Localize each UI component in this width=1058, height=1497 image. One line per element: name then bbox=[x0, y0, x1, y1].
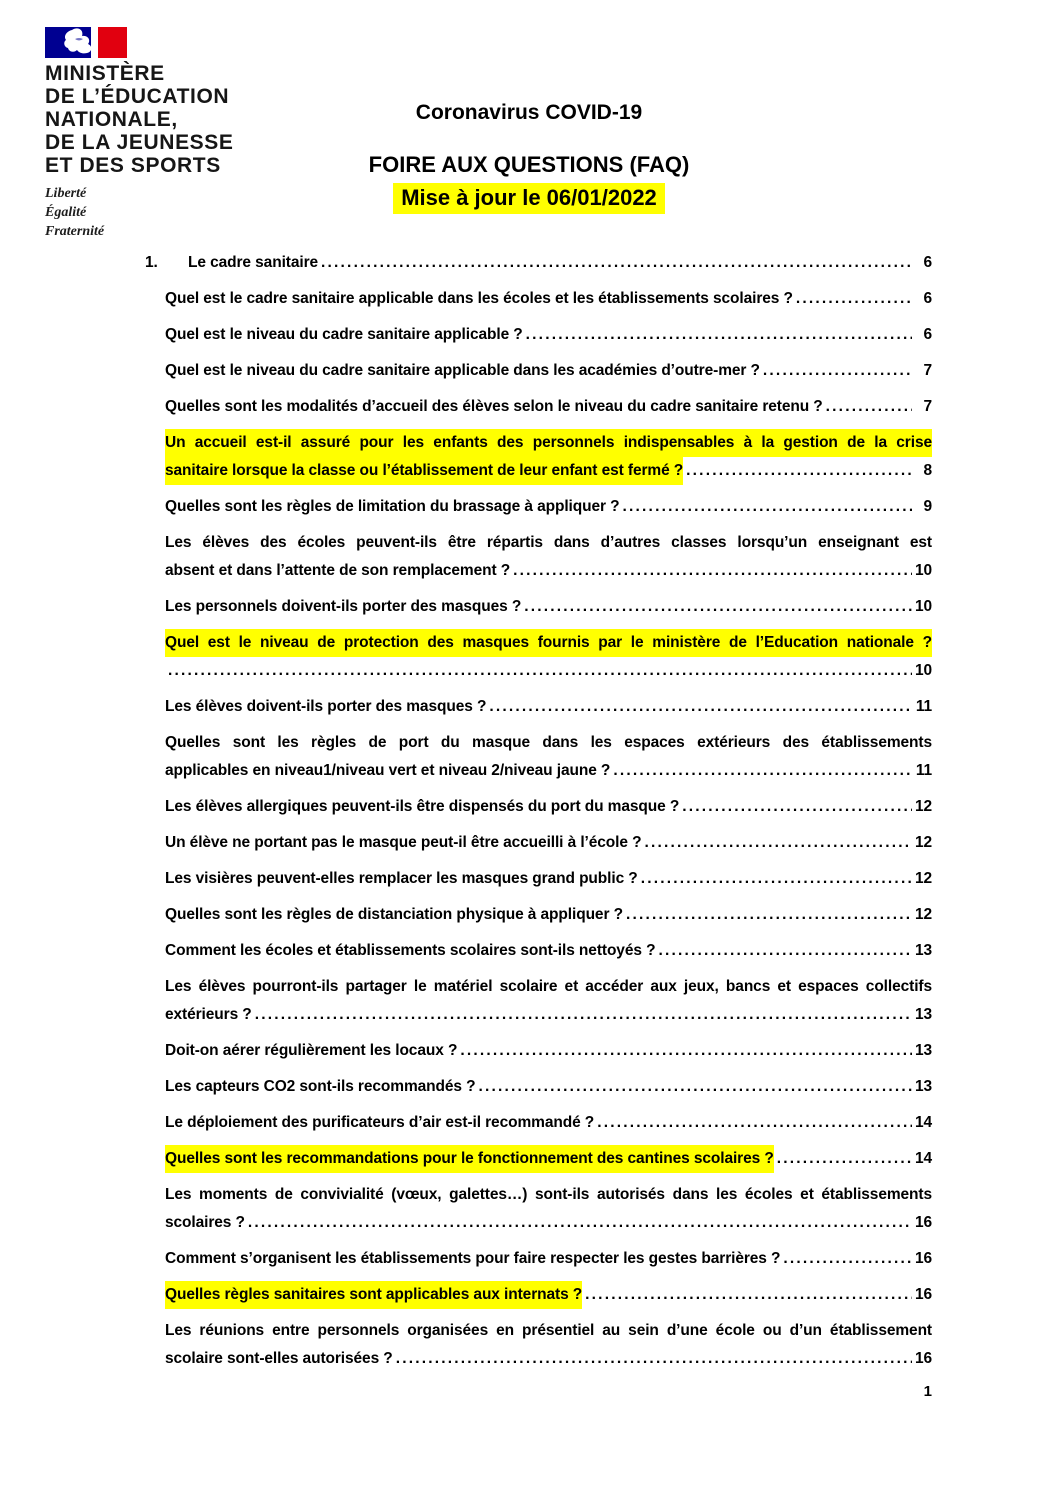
toc-entry-title: applicables en niveau1/niveau vert et niveau 2/niveau jaune ? bbox=[165, 762, 611, 779]
toc-entry-last-line bbox=[165, 937, 932, 965]
toc-entry[interactable] bbox=[165, 1145, 932, 1173]
toc-entry-title: Quelles sont les règles de limitation du brassage à appliquer ? bbox=[165, 498, 620, 515]
toc-entry-last-line bbox=[165, 829, 932, 857]
update-date-highlight: Mise à jour le 06/01/2022 bbox=[393, 183, 665, 214]
toc-leader-dots bbox=[679, 793, 912, 821]
toc-leader-dots bbox=[623, 901, 912, 929]
toc-entry-title: Le cadre sanitaire bbox=[188, 254, 319, 271]
toc-page-number: 14 bbox=[914, 1150, 932, 1167]
toc-entry-title: sanitaire lorsque la classe ou l’établissement de leur enfant est fermé ? bbox=[165, 457, 683, 485]
toc-entry-title: Quel est le cadre sanitaire applicable dans les écoles et les établissements scolaires ? bbox=[165, 290, 793, 307]
ministry-name-line: DE L’ÉDUCATION bbox=[45, 85, 230, 108]
toc-entry[interactable] bbox=[165, 493, 932, 521]
toc-entry-last-line bbox=[145, 249, 932, 277]
toc-entry-line: Les élèves des écoles peuvent-ils être répartis dans d’autres classes lorsqu’un enseignant est bbox=[165, 534, 932, 551]
toc-entry-last-line bbox=[165, 1209, 932, 1237]
toc-entry[interactable] bbox=[165, 1317, 932, 1373]
toc-entry-title: Quel est le niveau du cadre sanitaire applicable ? bbox=[165, 326, 523, 343]
toc-entry-last-line bbox=[165, 493, 932, 521]
toc-entry-last-line bbox=[165, 321, 932, 349]
toc-leader-dots bbox=[793, 285, 912, 313]
toc-leader-dots bbox=[655, 937, 912, 965]
toc-entry-title: Comment les écoles et établissements scolaires sont-ils nettoyés ? bbox=[165, 942, 656, 959]
toc-leader-dots bbox=[610, 757, 912, 785]
toc-page-number: 12 bbox=[914, 870, 932, 887]
toc-leader-dots bbox=[510, 557, 912, 585]
toc-entry[interactable] bbox=[165, 1037, 932, 1065]
toc-entry-last-line bbox=[165, 285, 932, 313]
toc-leader-dots bbox=[760, 357, 912, 385]
toc-entry-title: Comment s’organisent les établissements pour faire respecter les gestes barrières ? bbox=[165, 1250, 781, 1267]
toc-entry[interactable] bbox=[165, 973, 932, 1029]
toc-page-number: 9 bbox=[923, 498, 932, 515]
toc-entry[interactable] bbox=[165, 865, 932, 893]
toc-entry-title: Quelles sont les modalités d’accueil des élèves selon le niveau du cadre sanitaire retenu ? bbox=[165, 398, 823, 415]
toc-entry[interactable] bbox=[165, 829, 932, 857]
toc-entry-line: Les réunions entre personnels organisées en présentiel au sein d’une école ou d’un établissement bbox=[165, 1322, 932, 1339]
toc-entry-last-line bbox=[165, 1145, 932, 1173]
toc-entry-last-line bbox=[165, 1109, 932, 1137]
toc-entry[interactable] bbox=[165, 729, 932, 785]
toc-entry[interactable] bbox=[165, 429, 932, 485]
update-date-line bbox=[0, 185, 1058, 211]
toc-leader-dots bbox=[476, 1073, 912, 1101]
toc-entry[interactable] bbox=[165, 629, 932, 685]
toc-entry[interactable] bbox=[145, 249, 932, 277]
toc-page-number: 7 bbox=[923, 398, 932, 415]
toc-entry[interactable] bbox=[165, 1073, 932, 1101]
toc-entry-title: Le déploiement des purificateurs d’air est-il recommandé ? bbox=[165, 1114, 595, 1131]
toc-entry[interactable] bbox=[165, 393, 932, 421]
toc-leader-dots bbox=[780, 1245, 912, 1273]
toc-entry-title: Quelles règles sanitaires sont applicables aux internats ? bbox=[165, 1281, 582, 1309]
toc-entry-title: Les visières peuvent-elles remplacer les masques grand public ? bbox=[165, 870, 638, 887]
toc-page-number: 6 bbox=[923, 254, 932, 271]
toc-page-number: 16 bbox=[914, 1286, 932, 1303]
toc-page-number: 8 bbox=[923, 462, 932, 479]
toc-entry-last-line bbox=[165, 693, 932, 721]
toc-page-number: 11 bbox=[915, 762, 932, 779]
toc-page-number: 10 bbox=[914, 562, 932, 579]
toc-leader-dots bbox=[252, 1001, 912, 1029]
toc-entry-line: Les élèves pourront-ils partager le matériel scolaire et accéder aux jeux, bancs et espaces collectifs bbox=[165, 978, 932, 995]
toc-entry[interactable] bbox=[165, 793, 932, 821]
toc-entry-last-line bbox=[165, 457, 932, 485]
toc-entry[interactable] bbox=[165, 937, 932, 965]
toc-entry-title: extérieurs ? bbox=[165, 1006, 252, 1023]
ministry-name-line: NATIONALE, bbox=[45, 108, 178, 131]
toc-entry-title: Quelles sont les recommandations pour le fonctionnement des cantines scolaires ? bbox=[165, 1145, 774, 1173]
toc-entry-last-line bbox=[165, 1073, 932, 1101]
toc-entry-last-line bbox=[165, 1001, 932, 1029]
toc-entry[interactable] bbox=[165, 529, 932, 585]
toc-entry-title: Les élèves allergiques peuvent-ils être dispensés du port du masque ? bbox=[165, 798, 680, 815]
toc-entry-title: Les élèves doivent-ils porter des masques ? bbox=[165, 698, 487, 715]
toc-page-number: 12 bbox=[914, 906, 932, 923]
toc-entry-number: 1. bbox=[145, 254, 158, 271]
toc-entry-last-line bbox=[165, 1281, 932, 1309]
toc-page-number: 10 bbox=[914, 598, 932, 615]
toc-list bbox=[145, 249, 932, 1381]
toc-entry[interactable] bbox=[165, 285, 932, 313]
toc-leader-dots bbox=[457, 1037, 912, 1065]
toc-entry-last-line bbox=[165, 557, 932, 585]
toc-entry[interactable] bbox=[165, 593, 932, 621]
toc-leader-dots bbox=[486, 693, 912, 721]
toc-page-number: 13 bbox=[914, 1042, 932, 1059]
toc-leader-dots bbox=[823, 393, 912, 421]
toc-entry-title: scolaire sont-elles autorisées ? bbox=[165, 1350, 393, 1367]
toc-entry[interactable] bbox=[165, 1181, 932, 1237]
toc-leader-dots bbox=[594, 1109, 912, 1137]
toc-page-number: 16 bbox=[914, 1250, 932, 1267]
toc-page-number: 16 bbox=[914, 1350, 932, 1367]
ministry-name-line: MINISTÈRE bbox=[45, 62, 165, 85]
toc-page-number: 12 bbox=[914, 798, 932, 815]
toc-leader-dots bbox=[638, 865, 912, 893]
toc-entry-title: Les capteurs CO2 sont-ils recommandés ? bbox=[165, 1078, 476, 1095]
toc-leader-dots bbox=[521, 593, 912, 621]
toc-leader-dots bbox=[245, 1209, 912, 1237]
toc-page-number: 14 bbox=[914, 1114, 932, 1131]
toc-leader-dots bbox=[620, 493, 912, 521]
toc-page-number: 6 bbox=[923, 290, 932, 307]
toc-leader-dots bbox=[523, 321, 912, 349]
toc-entry-title: absent et dans l’attente de son remplacement ? bbox=[165, 562, 511, 579]
toc-entry-line: Les moments de convivialité (vœux, galettes…) sont-ils autorisés dans les écoles et établissements bbox=[165, 1186, 932, 1203]
toc-entry[interactable] bbox=[165, 357, 932, 385]
toc-entry-title: Quelles sont les règles de distanciation physique à appliquer ? bbox=[165, 906, 623, 923]
toc-entry[interactable] bbox=[165, 1281, 932, 1309]
toc-entry[interactable] bbox=[165, 1109, 932, 1137]
toc-page-number: 16 bbox=[914, 1214, 932, 1231]
toc-entry[interactable] bbox=[165, 1245, 932, 1273]
toc-entry[interactable] bbox=[165, 693, 932, 721]
motto-line: Liberté bbox=[45, 186, 87, 201]
toc-entry[interactable] bbox=[165, 901, 932, 929]
motto-line: Égalité bbox=[45, 205, 87, 220]
document-title: Coronavirus COVID-19 bbox=[415, 101, 643, 124]
motto-line: Fraternité bbox=[45, 224, 105, 239]
toc-entry-last-line bbox=[165, 1345, 932, 1373]
toc-page-number: 13 bbox=[914, 1006, 932, 1023]
toc-entry-title: Quel est le niveau du cadre sanitaire applicable dans les académies d’outre-mer ? bbox=[165, 362, 760, 379]
toc-entry-last-line bbox=[165, 393, 932, 421]
toc-entry-line: Un accueil est-il assuré pour les enfants des personnels indispensables à la gestion de la crise bbox=[165, 429, 932, 457]
footer-page-number: 1 bbox=[923, 1383, 932, 1400]
toc-page-number: 12 bbox=[914, 834, 932, 851]
toc-entry-last-line bbox=[165, 657, 932, 685]
toc-page-number: 7 bbox=[923, 362, 932, 379]
document-subtitle: FOIRE AUX QUESTIONS (FAQ) bbox=[368, 152, 690, 177]
toc-leader-dots bbox=[641, 829, 912, 857]
toc-entry-title: scolaires ? bbox=[165, 1214, 245, 1231]
toc-page-number: 10 bbox=[914, 662, 932, 679]
toc-leader-dots bbox=[165, 657, 912, 685]
toc-entry-last-line bbox=[165, 901, 932, 929]
toc-page-number: 11 bbox=[915, 698, 932, 715]
toc-entry-last-line bbox=[165, 1245, 932, 1273]
toc-entry-last-line bbox=[165, 357, 932, 385]
toc-entry-title: Un élève ne portant pas le masque peut-il être accueilli à l’école ? bbox=[165, 834, 642, 851]
french-flag-icon bbox=[45, 27, 127, 58]
toc-page-number: 13 bbox=[914, 942, 932, 959]
toc-entry-line: Quel est le niveau de protection des masques fournis par le ministère de l’Education nationale ? bbox=[165, 629, 932, 657]
toc-entry-last-line bbox=[165, 865, 932, 893]
toc-entry-last-line bbox=[165, 593, 932, 621]
toc-leader-dots bbox=[318, 249, 912, 277]
toc-entry[interactable] bbox=[165, 321, 932, 349]
toc-leader-dots bbox=[683, 457, 912, 485]
toc-page-number: 6 bbox=[923, 326, 932, 343]
toc-entry-title: Les personnels doivent-ils porter des masques ? bbox=[165, 598, 522, 615]
toc-entry-last-line bbox=[165, 793, 932, 821]
toc-entry-last-line bbox=[165, 757, 932, 785]
toc-entry-last-line bbox=[165, 1037, 932, 1065]
ministry-name-line: ET DES SPORTS bbox=[45, 154, 221, 177]
toc-leader-dots bbox=[393, 1345, 912, 1373]
toc-entry-line: Quelles sont les règles de port du masque dans les espaces extérieurs des établissements bbox=[165, 734, 932, 751]
toc-leader-dots bbox=[582, 1281, 912, 1309]
toc-entry-title: Doit-on aérer régulièrement les locaux ? bbox=[165, 1042, 458, 1059]
ministry-name-line: DE LA JEUNESSE bbox=[45, 131, 234, 154]
toc-page-number: 13 bbox=[914, 1078, 932, 1095]
toc-leader-dots bbox=[774, 1145, 912, 1173]
